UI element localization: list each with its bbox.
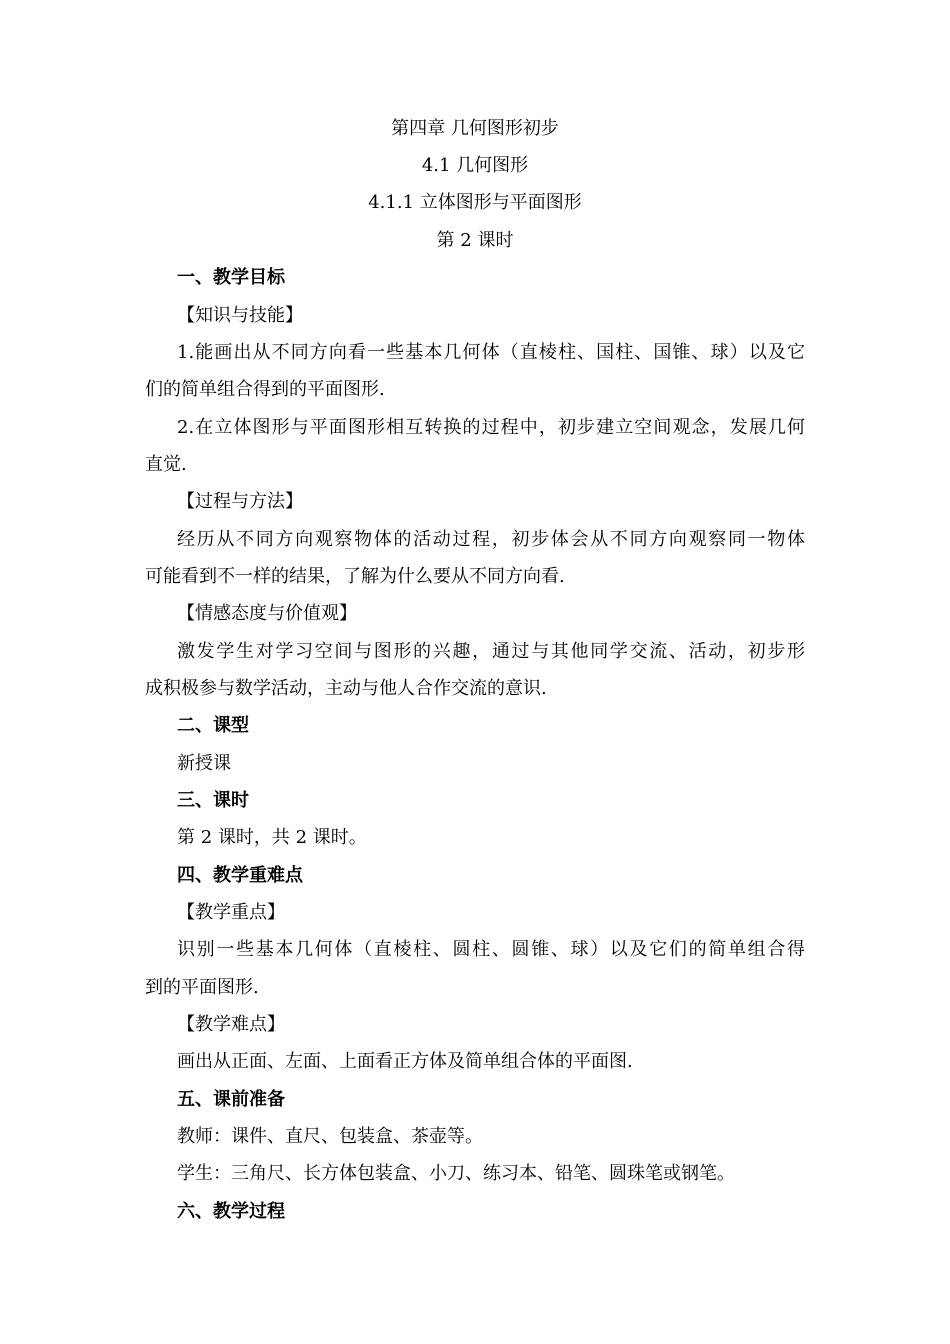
heading-preparation: 五、课前准备 <box>177 1089 285 1110</box>
preparation-student: 学生：三角尺、长方体包装盒、小刀、练习本、铅笔、圆珠笔或钢笔。 <box>177 1163 735 1184</box>
knowledge-item1-line1: 1.能画出从不同方向看一些基本几何体（直棱柱、国柱、国锥、球）以及它 <box>177 342 805 363</box>
heading-class-hours: 三、课时 <box>177 790 249 811</box>
process-line2: 可能看到不一样的结果，了解为什么要从不同方向看. <box>145 566 565 587</box>
heading-key-difficult-points: 四、教学重难点 <box>177 865 303 886</box>
chapter-title: 第四章 几何图形初步 <box>391 118 559 139</box>
difficult-points-line1: 画出从正面、左面、上面看正方体及简单组合体的平面图. <box>177 1051 633 1072</box>
section-title: 4.1 几何图形 <box>421 155 529 176</box>
knowledge-item2-line1: 2.在立体图形与平面图形相互转换的过程中，初步建立空间观念，发展几何 <box>177 417 805 438</box>
label-process-method: 【过程与方法】 <box>177 491 303 512</box>
knowledge-item2-line2: 直觉. <box>145 454 187 475</box>
subsection-title: 4.1.1 立体图形与平面图形 <box>368 192 582 213</box>
label-emotion-values: 【情感态度与价值观】 <box>177 603 357 624</box>
label-difficult-points: 【教学难点】 <box>177 1014 285 1035</box>
heading-teaching-objectives: 一、教学目标 <box>177 267 285 288</box>
key-points-line1: 识别一些基本几何体（直棱柱、圆柱、圆锥、球）以及它们的简单组合得 <box>177 939 805 960</box>
emotion-line2: 成积极参与数学活动，主动与他人合作交流的意识. <box>145 678 547 699</box>
period-title: 第 2 课时 <box>436 230 514 251</box>
emotion-line1: 激发学生对学习空间与图形的兴趣，通过与其他同学交流、活动，初步形 <box>177 641 805 662</box>
process-line1: 经历从不同方向观察物体的活动过程，初步体会从不同方向观察同一物体 <box>177 529 805 550</box>
preparation-teacher: 教师：课件、直尺、包装盒、茶壶等。 <box>177 1126 483 1147</box>
label-key-points: 【教学重点】 <box>177 902 285 923</box>
lesson-type-content: 新授课 <box>177 753 231 774</box>
label-knowledge-skills: 【知识与技能】 <box>177 305 303 326</box>
knowledge-item1-line2: 们的简单组合得到的平面图形. <box>145 379 385 400</box>
class-hours-content: 第 2 课时，共 2 课时。 <box>177 827 367 848</box>
key-points-line2: 到的平面图形. <box>145 977 259 998</box>
heading-teaching-process: 六、教学过程 <box>177 1201 285 1222</box>
heading-lesson-type: 二、课型 <box>177 715 249 736</box>
